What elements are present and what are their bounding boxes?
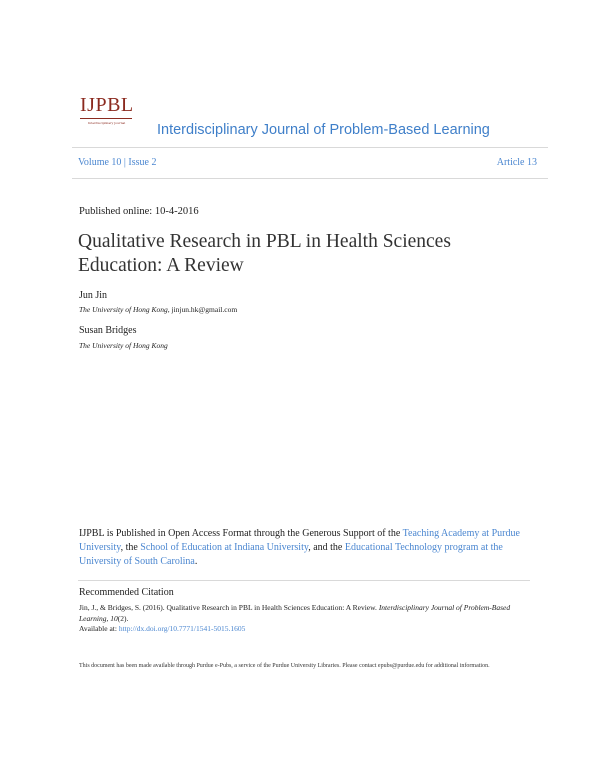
header-divider-bottom — [72, 178, 548, 179]
school-of-education-link[interactable]: School of Education at Indiana University — [140, 542, 309, 553]
citation-journal: Interdisciplinary Journal of Problem-Based Learning, 10 — [79, 603, 511, 623]
article-number-link[interactable]: Article 13 — [496, 157, 537, 168]
support-text: , and the — [308, 542, 345, 553]
author-email[interactable]: jinjun.hk@gmail.com — [171, 305, 238, 314]
support-text: IJPBL is Published in Open Access Format through the Generous Support of the — [79, 528, 403, 539]
citation-text — [79, 603, 529, 635]
issue-link[interactable]: Volume 10 | Issue 2 — [78, 157, 157, 168]
ijpbl-logo — [80, 86, 136, 134]
author-affiliation: The University of Hong Kong, jinjun.hk@gmail.com — [79, 305, 238, 314]
open-access-notice — [79, 527, 529, 569]
available-at-label: Available at: — [79, 624, 119, 633]
support-text: . — [194, 556, 198, 567]
journal-title-link[interactable]: Interdisciplinary Journal of Problem-Based Learning — [157, 122, 490, 138]
citation-authors: Jin, J., & Bridges, S. (2016). Qualitative Research in PBL in Health Sciences Education: A Review. — [79, 603, 379, 612]
logo-rule — [80, 118, 132, 119]
doi-link[interactable]: http://dx.doi.org/10.7771/1541-5015.1605 — [118, 624, 246, 633]
citation-divider — [78, 580, 530, 581]
educational-technology-link[interactable]: Educational Technology program at the University of South Carolina — [79, 542, 503, 567]
author-name[interactable]: Jun Jin — [79, 290, 108, 301]
author-name[interactable]: Susan Bridges — [79, 325, 137, 336]
published-date: Published online: 10-4-2016 — [79, 206, 199, 217]
logo-subtext: Interdisciplinary Journal — [88, 121, 126, 125]
support-text: , the — [120, 542, 141, 553]
author-affiliation — [79, 341, 168, 350]
logo-text: IJPBL — [80, 94, 134, 116]
affiliation-text: The University of Hong Kong — [79, 305, 168, 314]
teaching-academy-link[interactable]: Teaching Academy at Purdue University — [79, 528, 520, 553]
footer-notice: This document has been made available through Purdue e-Pubs, a service of the Purdue University Libraries. Please contact epubs@purdue.edu for additional information. — [79, 663, 490, 669]
recommended-citation-heading: Recommended Citation — [79, 587, 174, 598]
affiliation-text: The University of Hong Kong — [79, 341, 168, 350]
article-title: Qualitative Research in PBL in Health Sciences Education: A Review — [78, 231, 451, 276]
header-divider-top — [72, 147, 548, 148]
citation-issue: (2). — [117, 613, 129, 623]
